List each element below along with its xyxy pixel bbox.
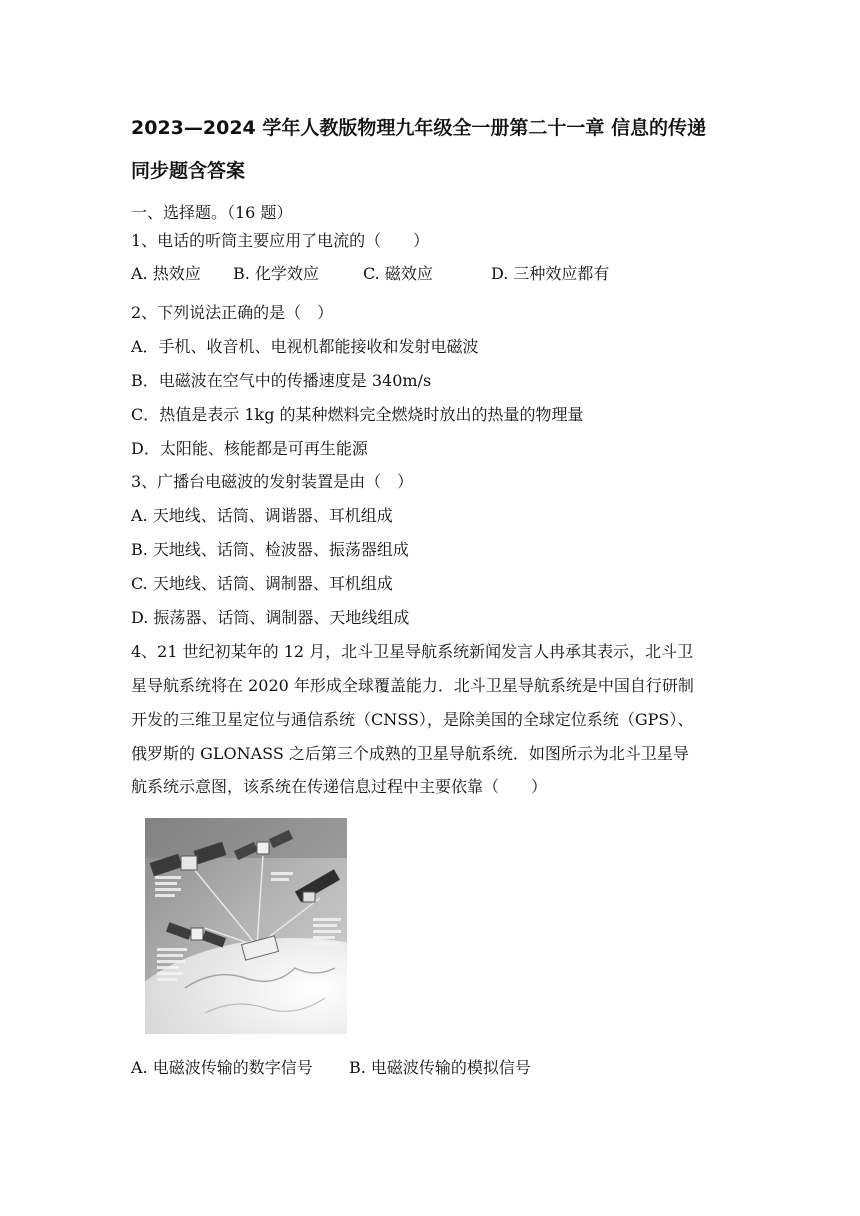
q4-options (131, 1058, 531, 1078)
beidou-system-figure (145, 818, 347, 1034)
q2-option-c: C．热值是表示 1kg 的某种燃料完全燃烧时放出的热量的物理量 (131, 405, 584, 424)
q3-stem: 3、广播台电磁波的发射装置是由（ ） (131, 472, 414, 491)
q4-stem-line-1: 4、21 世纪初某年的 12 月，北斗卫星导航系统新闻发言人冉承其表示，北斗卫 (131, 642, 694, 661)
q4-stem-line-5: 航系统示意图，该系统在传递信息过程中主要依靠（ ） (131, 777, 548, 796)
q2-stem: 2、下列说法正确的是（ ） (131, 303, 334, 322)
document-title-line-2: 同步题含答案 (131, 160, 246, 182)
q4-stem-line-4: 俄罗斯的 GLONASS 之后第三个成熟的卫星导航系统．如图所示为北斗卫星导 (131, 744, 689, 763)
q1-option-b: B. 化学效应 (233, 264, 319, 283)
q3-option-b: B. 天地线、话筒、检波器、振荡器组成 (131, 540, 409, 559)
q2-option-a: A．手机、收音机、电视机都能接收和发射电磁波 (131, 337, 479, 356)
q2-option-d: D．太阳能、核能都是可再生能源 (131, 439, 368, 458)
q4-option-a: A. 电磁波传输的数字信号 (131, 1058, 313, 1077)
document-title-line-1: 2023—2024 学年人教版物理九年级全一册第二十一章 信息的传递 (131, 117, 706, 139)
q1-option-c: C. 磁效应 (363, 264, 433, 283)
q3-option-c: C. 天地线、话筒、调制器、耳机组成 (131, 574, 393, 593)
q1-option-a: A. 热效应 (131, 264, 201, 283)
q4-stem-line-3: 开发的三维卫星定位与通信系统（CNSS），是除美国的全球定位系统（GPS）、 (131, 710, 694, 729)
q1-stem: 1、电话的听筒主要应用了电流的（ ） (131, 231, 430, 250)
q3-option-a: A. 天地线、话筒、调谐器、耳机组成 (131, 506, 393, 525)
q1-option-d: D. 三种效应都有 (491, 264, 610, 283)
q1-options (131, 264, 609, 284)
section-heading: 一、选择题。（16 题） (131, 203, 293, 222)
satellite-diagram-image (145, 818, 347, 1034)
q2-option-b: B．电磁波在空气中的传播速度是 340m/s (131, 371, 432, 390)
q4-stem-line-2: 星导航系统将在 2020 年形成全球覆盖能力．北斗卫星导航系统是中国自行研制 (131, 676, 694, 695)
q4-option-b: B. 电磁波传输的模拟信号 (349, 1058, 531, 1077)
q3-option-d: D. 振荡器、话筒、调制器、天地线组成 (131, 608, 410, 627)
